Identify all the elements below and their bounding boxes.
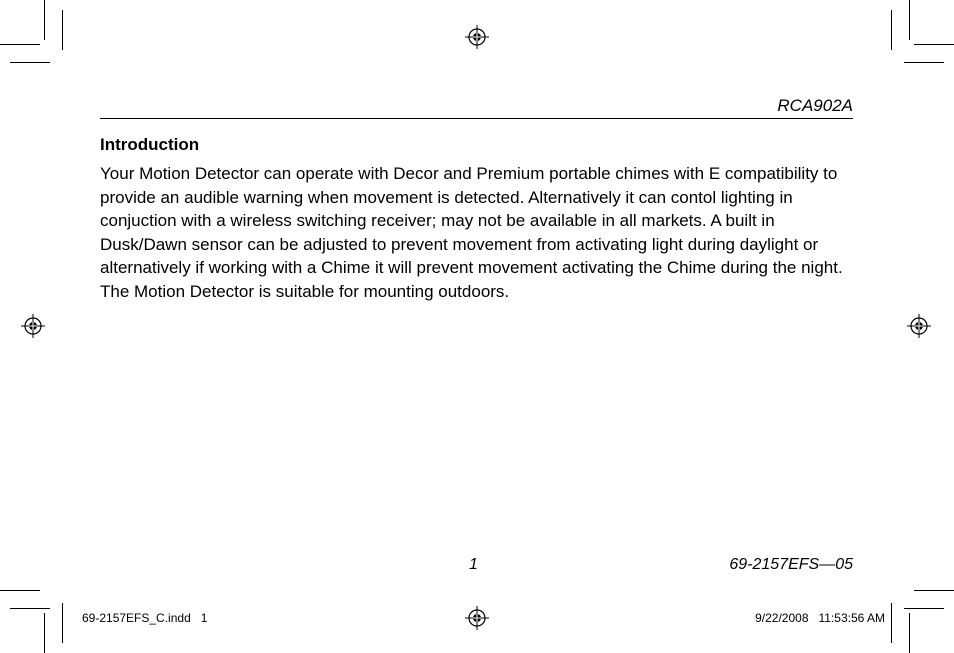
document-number: 69-2157EFS—05 (729, 556, 853, 573)
crop-mark (0, 590, 40, 591)
crop-mark (44, 613, 45, 653)
crop-mark (44, 0, 45, 40)
registration-mark-icon (907, 314, 931, 338)
crop-mark (904, 608, 944, 609)
slug-timestamp: 9/22/2008 11:53:56 AM (755, 611, 885, 625)
crop-mark (914, 590, 954, 591)
section-heading: Introduction (100, 135, 200, 154)
crop-mark (891, 603, 892, 643)
page-number: 1 (469, 556, 478, 573)
model-number: RCA902A (777, 96, 853, 115)
crop-mark (62, 603, 63, 643)
crop-mark (909, 0, 910, 40)
crop-mark (909, 613, 910, 653)
registration-mark-icon (465, 606, 489, 630)
crop-mark (62, 10, 63, 50)
slug-filename: 69-2157EFS_C.indd 1 (82, 611, 208, 625)
section-body: Your Motion Detector can operate with Decor and Premium portable chimes with E compatibility to provide an audible warning when movement is detected. Alternatively it can contol lighting in conjuction with a wireless switching receiver; may not be available in all markets. A built in Dusk/Dawn sensor can be adjusted to prevent movement from activating light during daylight or alternatively if working with a Chime it will prevent movement activating the Chime during the night. The Motion Detector is suitable for mounting outdoors. (100, 164, 843, 301)
crop-mark (904, 62, 944, 63)
crop-mark (891, 10, 892, 50)
crop-mark (914, 44, 954, 45)
header-rule (100, 118, 853, 119)
registration-mark-icon (465, 25, 489, 49)
crop-mark (10, 608, 50, 609)
crop-mark (10, 62, 50, 63)
registration-mark-icon (21, 314, 45, 338)
crop-mark (0, 44, 40, 45)
